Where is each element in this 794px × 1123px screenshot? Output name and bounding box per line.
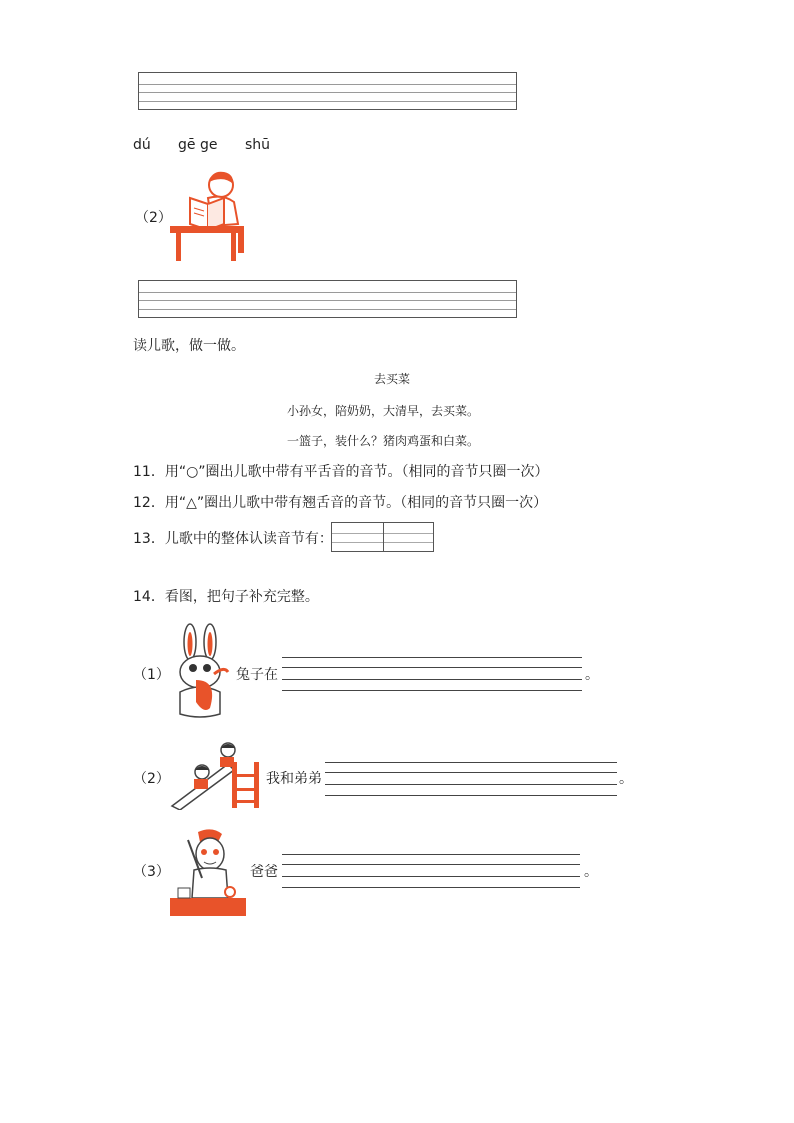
question-12: 12．用“△”圈出儿歌中带有翘舌音的音节。（相同的音节只圈一次） — [133, 495, 548, 511]
sentence-3-line-2[interactable] — [282, 864, 580, 865]
sentence-3-prompt: 爸爸 — [250, 864, 278, 880]
sentence-1-line-2[interactable] — [282, 667, 582, 668]
sentence-1-line-1[interactable] — [282, 657, 582, 658]
pinyin-writing-box-1[interactable] — [138, 72, 517, 110]
sentence-2-end: 。 — [619, 771, 633, 787]
pinyin-du: dú — [133, 137, 151, 153]
sentence-1-number: （1） — [133, 667, 170, 683]
poem-title: 去买菜 — [374, 372, 411, 386]
item-number-2: （2） — [135, 210, 172, 226]
sentence-3-line-1[interactable] — [282, 854, 580, 855]
pinyin-gege: gē ge — [178, 137, 218, 153]
sentence-3-number: （3） — [133, 864, 170, 880]
reading-boy-illustration — [168, 168, 248, 262]
sentence-2-line-3[interactable] — [325, 784, 617, 785]
sentence-2-line-2[interactable] — [325, 772, 617, 773]
sentence-2-prompt: 我和弟弟 — [266, 771, 322, 787]
sentence-1-prompt: 兔子在 — [236, 667, 278, 683]
sentence-2-number: （2） — [133, 771, 170, 787]
instruction-text: 读儿歌，做一做。 — [133, 338, 245, 354]
sentence-3-end: 。 — [584, 864, 598, 880]
sentence-1-end: 。 — [585, 667, 599, 683]
poem-line-2: 一篮子，装什么？猪肉鸡蛋和白菜。 — [287, 434, 480, 448]
sentence-2-line-1[interactable] — [325, 762, 617, 763]
question-13: 13．儿歌中的整体认读音节有： — [133, 531, 333, 547]
sentence-3-line-4[interactable] — [282, 887, 580, 888]
rabbit-illustration — [166, 622, 236, 720]
answer-grid-13[interactable] — [331, 522, 434, 552]
sentence-3-line-3[interactable] — [282, 876, 580, 877]
slide-children-illustration — [168, 738, 266, 810]
sentence-1-line-4[interactable] — [282, 690, 582, 691]
pinyin-shu: shū — [245, 137, 271, 153]
sentence-1-line-3[interactable] — [282, 679, 582, 680]
question-14: 14．看图，把句子补充完整。 — [133, 589, 319, 605]
poem-line-1: 小孙女，陪奶奶，大清早，去买菜。 — [287, 404, 480, 418]
pinyin-writing-box-2[interactable] — [138, 280, 517, 318]
father-painting-illustration — [168, 826, 248, 918]
question-11: 11．用“○”圈出儿歌中带有平舌音的音节。（相同的音节只圈一次） — [133, 464, 549, 480]
sentence-2-line-4[interactable] — [325, 795, 617, 796]
